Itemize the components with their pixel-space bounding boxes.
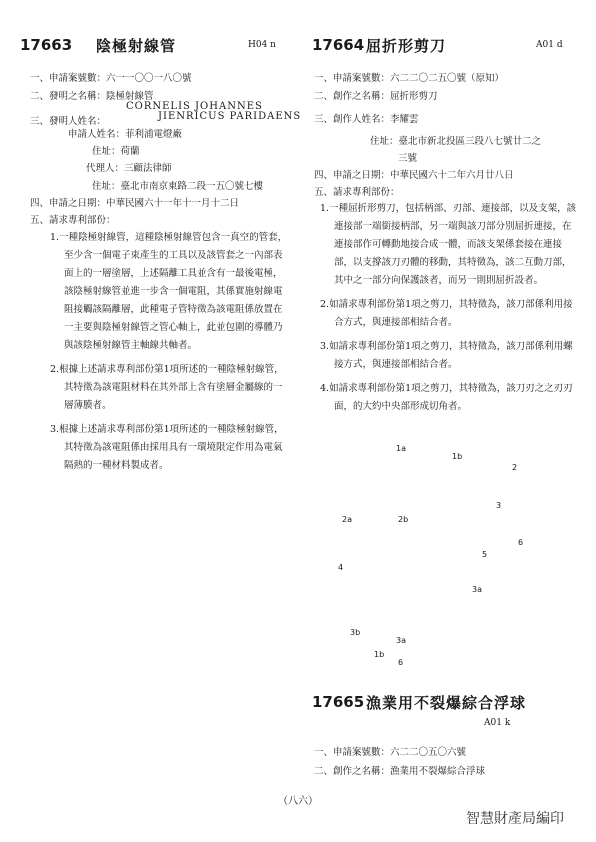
- right-field-address: 住址：臺北市新北投區三段八七號廿二之: [370, 136, 542, 147]
- left-claim-3: 3.根據上述請求專利部份第1項所述的一種陰極射線管，其特徵為該電阻係由採用具有一環境限定作用為電氣隔熱的一種材料製成者。: [50, 424, 284, 471]
- figure-label-3a-detail: 3a: [472, 585, 482, 594]
- figure-label-3a: 3a: [396, 636, 406, 645]
- left-field-agent: 代理人：三顧法律師: [86, 163, 172, 174]
- next-field-creation-name: 二、創作之名稱：漁業用不裂爆綜合浮球: [314, 766, 486, 777]
- left-field-applicant: 申請人姓名：菲利浦電燈廠: [68, 129, 183, 140]
- right-field-address-cont: 三號: [398, 153, 418, 164]
- right-claims: [320, 200, 580, 422]
- right-entry-number: 17664: [312, 36, 365, 54]
- left-field-agent-address: 住址：臺北市南京東路二段一五〇號七樓: [92, 181, 264, 192]
- left-claim-2: 2.根據上述請求專利部份第1項所述的一種陰極射線管，其特徵為該電阻材料在其外部上含有塗層金屬線的一層薄膜者。: [50, 364, 284, 411]
- right-field-creation-name: 二、創作之名稱：屈折形剪刀: [314, 91, 438, 102]
- right-claim-3: 3.如請求專利部份第1項之剪刀，其特徵為，該刀部係利用螺接方式，與連接部相結合者。: [320, 341, 573, 370]
- right-claim-1: 1.一種屈折形剪刀，包括柄部、刃部、連接部，以及支架，該連接部一端銜接柄部，另一端與該刀部分別屈折連接，在連接部作可轉動地接合成一體，而該支架係套接在連接部，以支撐該刀刃體的移動，其特徵為，該二互動刀部，其中之一部分向保護該者，而另一則則屈折設者。: [320, 203, 577, 286]
- left-field-claims-heading: 五、請求專利部份：: [30, 215, 116, 226]
- left-field-inventor: 三、發明人姓名：: [30, 116, 107, 127]
- figure-label-2a: 2a: [342, 515, 352, 524]
- right-field-application-number: 一、申請案號數：六二二〇二五〇號（原知）: [314, 73, 505, 84]
- left-claim-1: 1.一種陰極射線管，這種陰極射線管包含一真空的管套，至少含一個電子束產生的工具以及該管套之一內部表面上的一層塗層，上述隔離工具並含有一最後電極，該陰極射線管並進一步含一個電阻，其係實施射線電阻接觸該隔離層，此種電子管特徵為該電阻係放置在一主要與陰極射線管之管心軸上，此並包圍的導體乃與該陰極射線管主軸線共軸者。: [50, 232, 288, 351]
- right-entry-class: A01 d: [536, 40, 563, 50]
- page-number: （八六）: [278, 796, 318, 807]
- left-entry-number: 17663: [20, 36, 73, 54]
- right-entry-title: 屈折形剪刀: [366, 37, 447, 55]
- left-entry-title: 陰極射線管: [96, 37, 177, 55]
- left-entry-class: H04 n: [248, 40, 276, 50]
- right-claim-2: 2.如請求專利部份第1項之剪刀，其特徵為，該刀部係利用接合方式，與連接部相結合者。: [320, 299, 573, 328]
- figure-label-6: 6: [518, 538, 524, 547]
- left-field-invention-name: 二、發明之名稱：陰極射線管: [30, 91, 154, 102]
- right-field-filing-date: 四、申請之日期：中華民國六十二年六月廿八日: [314, 170, 514, 181]
- left-inventor-name-line2: JIENRICUS PARIDAENS: [158, 111, 302, 122]
- left-field-applicant-address: 住址：荷蘭: [92, 146, 140, 157]
- next-entry-title: 漁業用不裂爆綜合浮球: [366, 694, 527, 712]
- publisher-stamp: 智慧財產局編印: [466, 811, 564, 827]
- figure-label-6-lower: 6: [398, 658, 404, 667]
- left-claims: [50, 229, 290, 481]
- figure-label-2b: 2b: [398, 515, 409, 524]
- figure-label-3b: 3b: [350, 628, 361, 637]
- figure-label-1a: 1a: [396, 444, 406, 453]
- right-field-claims-heading: 五、請求專利部份：: [314, 187, 400, 198]
- figure-label-5: 5: [482, 550, 488, 559]
- figure-label-3: 3: [496, 501, 502, 510]
- next-entry-class: A01 k: [484, 718, 511, 728]
- figure-label-1b: 1b: [452, 452, 463, 461]
- right-claim-4: 4.如請求專利部份第1項之剪刀，其特徵為，該刀刃之之刃刃面，的大約中央部形成切角者。: [320, 383, 573, 412]
- next-field-application-number: 一、申請案號數：六二二〇五〇六號: [314, 747, 467, 758]
- left-field-application-number: 一、申請案號數：六一一〇〇一八〇號: [30, 73, 192, 84]
- left-inventor-name-line1: CORNELIS JOHANNES: [126, 101, 263, 112]
- figure-label-4: 4: [338, 563, 344, 572]
- right-field-creator: 三、創作人姓名：李耀雲: [314, 114, 419, 125]
- left-field-filing-date: 四、申請之日期：中華民國六十一年十一月十二日: [30, 198, 240, 209]
- figure-label-1b-lower: 1b: [374, 650, 385, 659]
- next-entry-number: 17665: [312, 693, 365, 711]
- figure-label-2: 2: [512, 463, 518, 472]
